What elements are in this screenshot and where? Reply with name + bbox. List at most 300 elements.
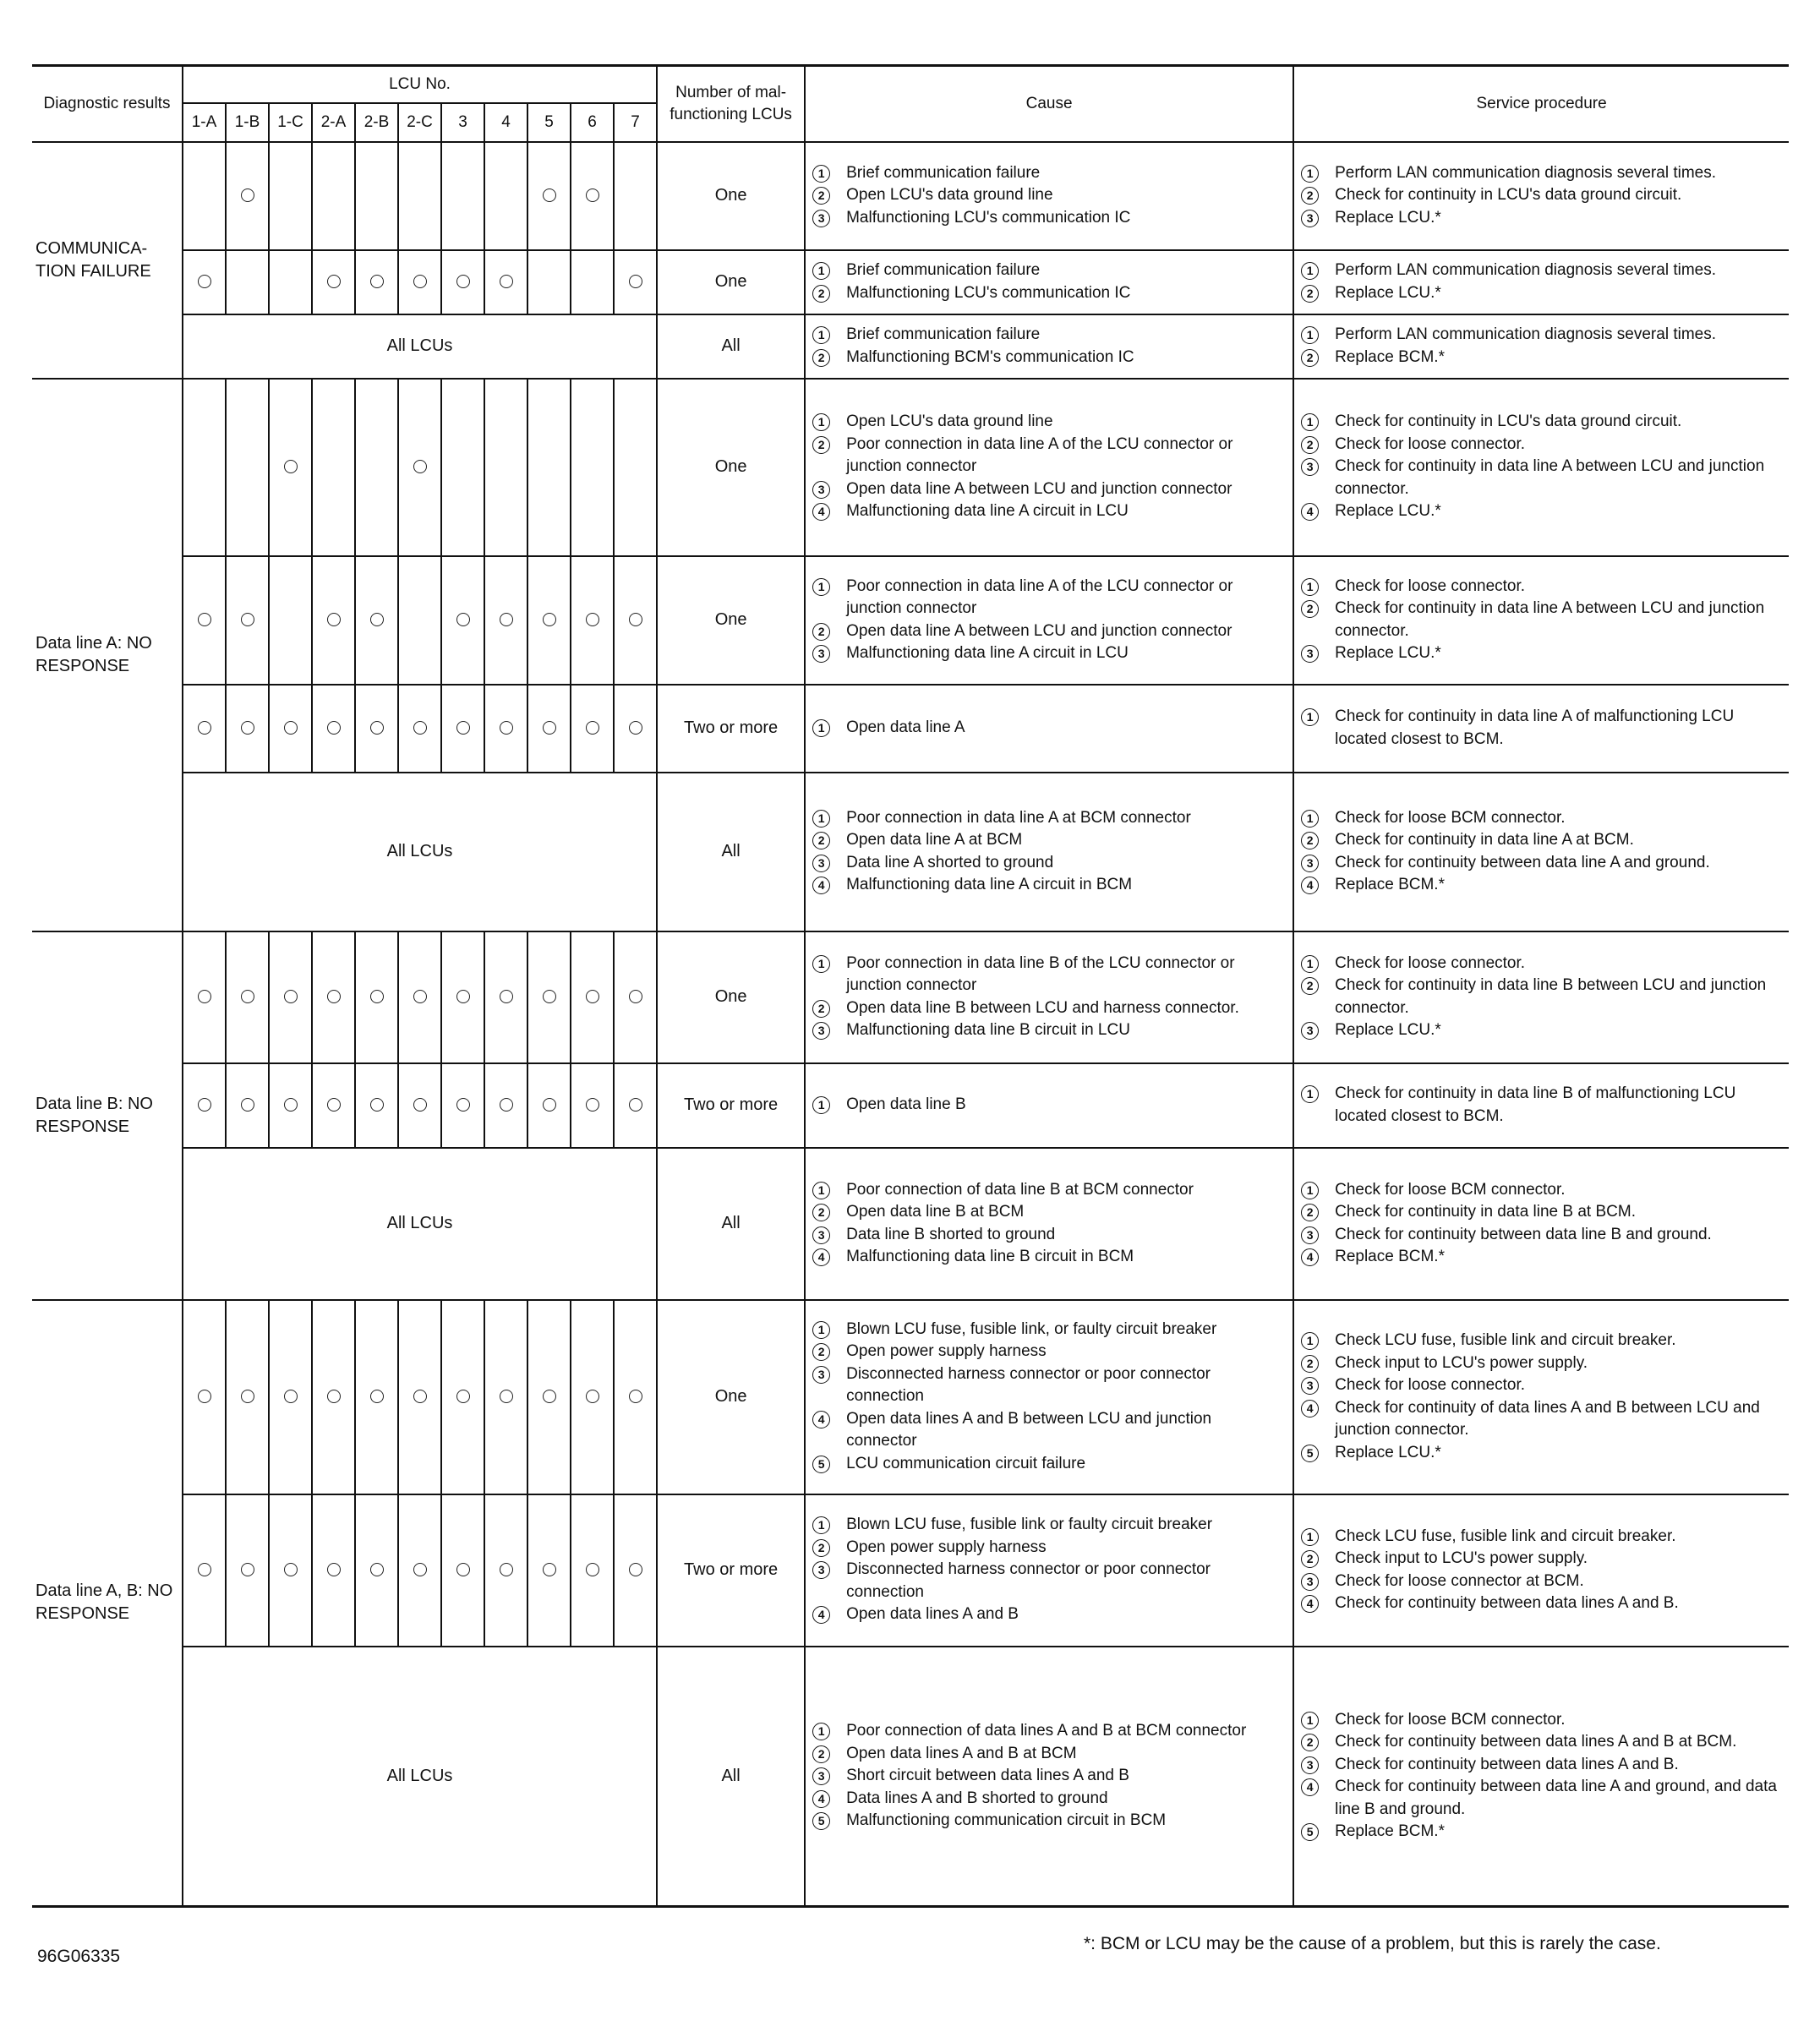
service-list-text: Replace BCM.* [1335, 1822, 1445, 1841]
service-list-item [1301, 852, 1782, 875]
circled-number: 3 [1301, 1226, 1319, 1244]
circle-mark-icon [456, 1563, 470, 1576]
cause-list-item [812, 324, 1286, 347]
lcu-mark-cell [527, 931, 571, 1063]
circled-number: 1 [812, 1723, 830, 1740]
service-list-item [1301, 598, 1782, 642]
cause-cell [805, 931, 1293, 1063]
cause-cell [805, 773, 1293, 931]
cause-cell [805, 1647, 1293, 1907]
circled-number: 1 [812, 1516, 830, 1534]
malfunctioning-count: Two or more [657, 685, 805, 773]
cause-list [812, 1720, 1286, 1833]
lcu-mark-cell [571, 685, 614, 773]
circle-mark-icon [500, 1098, 513, 1112]
service-list [1301, 1330, 1782, 1464]
circle-mark-icon [198, 613, 211, 626]
table-row [32, 142, 1789, 250]
cause-list-text: Malfunctioning communication circuit in BCM [846, 1811, 1167, 1829]
circle-mark-icon [456, 990, 470, 1003]
circle-mark-icon [456, 275, 470, 288]
lcu-mark-cell [355, 1300, 398, 1494]
cause-list-text: Open data line A [846, 718, 965, 737]
service-list-item [1301, 576, 1782, 598]
service-list-item [1301, 1821, 1782, 1844]
diagnosis-table-sheet [32, 64, 1789, 1908]
lcu-mark-cell [614, 685, 657, 773]
lcu-mark-cell [398, 1300, 441, 1494]
cause-list-item [812, 807, 1286, 830]
circled-number: 1 [1301, 262, 1319, 280]
lcu-mark-cell [614, 1063, 657, 1148]
service-list-text: Check for loose connector. [1335, 953, 1526, 972]
circle-mark-icon [370, 1563, 384, 1576]
circled-number: 1 [812, 810, 830, 828]
malfunctioning-count: One [657, 379, 805, 556]
circle-mark-icon [241, 613, 254, 626]
lcu-mark-cell [527, 1494, 571, 1647]
circled-number: 2 [1301, 1550, 1319, 1568]
service-list-text: Check for loose connector. [1335, 434, 1526, 453]
service-list-item [1301, 1754, 1782, 1777]
circled-number: 3 [812, 1767, 830, 1785]
cause-list-text: Malfunctioning data line A circuit in BCM [846, 876, 1133, 893]
malfunctioning-count: One [657, 142, 805, 250]
lcu-mark-cell [484, 1494, 527, 1647]
cause-list-item [812, 829, 1286, 852]
circled-number: 5 [1301, 1823, 1319, 1841]
lcu-mark-cell [398, 1494, 441, 1647]
lcu-mark-cell [441, 142, 484, 250]
circle-mark-icon [586, 990, 599, 1003]
cause-list-text: Blown LCU fuse, fusible link or faulty circuit breaker [846, 1516, 1213, 1534]
circled-number: 4 [1301, 1778, 1319, 1796]
cause-list [812, 1094, 1286, 1117]
circle-mark-icon [413, 1563, 427, 1576]
service-list-item [1301, 975, 1782, 1019]
cause-list-text: Malfunctioning data line B circuit in LCU [846, 1021, 1130, 1039]
service-list-text: Replace LCU.* [1335, 1443, 1441, 1461]
cause-list-text: Malfunctioning data line A circuit in LCU [846, 502, 1129, 521]
cause-list-item [812, 642, 1286, 665]
cause-list-item [812, 576, 1286, 620]
cause-list-text: Open data line B at BCM [846, 1203, 1025, 1221]
lcu-column-header: 1-C [269, 103, 312, 142]
lcu-mark-cell [484, 556, 527, 685]
cause-list-item [812, 1765, 1286, 1788]
service-list-text: Replace LCU.* [1335, 283, 1441, 302]
circle-mark-icon [629, 1098, 642, 1112]
circle-mark-icon [629, 275, 642, 288]
lcu-column-header: 2-B [355, 103, 398, 142]
circled-number: 1 [812, 413, 830, 431]
circled-number: 2 [1301, 187, 1319, 205]
circled-number: 4 [812, 1248, 830, 1266]
circle-mark-icon [543, 990, 556, 1003]
service-cell [1293, 314, 1789, 379]
cause-list-text: Open data lines A and B at BCM [846, 1744, 1077, 1762]
lcu-mark-cell [614, 142, 657, 250]
service-cell [1293, 1063, 1789, 1148]
service-list-item [1301, 807, 1782, 830]
lcu-mark-cell [355, 142, 398, 250]
lcu-mark-cell [441, 1063, 484, 1148]
service-list-text: Check for loose BCM connector. [1335, 1180, 1566, 1199]
lcu-mark-cell [527, 379, 571, 556]
circled-number: 2 [812, 285, 830, 303]
lcu-column-header: 5 [527, 103, 571, 142]
service-list-text: Check input to LCU's power supply. [1335, 1549, 1588, 1567]
circle-mark-icon [284, 1563, 298, 1576]
service-list-item [1301, 259, 1782, 282]
cause-list-item [812, 184, 1286, 207]
lcu-mark-cell [269, 556, 312, 685]
cause-list-text: Poor connection in data line A of the LCU connector or junction connector [846, 576, 1233, 617]
circled-number: 2 [1301, 1355, 1319, 1373]
circle-mark-icon [500, 1390, 513, 1403]
circled-number: 3 [812, 1366, 830, 1384]
table-row [32, 314, 1789, 379]
circled-number: 2 [1301, 832, 1319, 849]
lcu-mark-cell [614, 1494, 657, 1647]
circled-number: 3 [812, 1226, 830, 1244]
cause-list-item [812, 1408, 1286, 1453]
service-list-text: Replace LCU.* [1335, 208, 1441, 227]
table-row [32, 773, 1789, 931]
lcu-mark-cell [269, 1494, 312, 1647]
circled-number: 1 [812, 165, 830, 183]
service-list [1301, 1083, 1782, 1128]
cause-cell [805, 379, 1293, 556]
circled-number: 1 [1301, 326, 1319, 344]
lcu-column-header: 4 [484, 103, 527, 142]
lcu-column-header: 1-B [226, 103, 269, 142]
service-list-text: Check LCU fuse, fusible link and circuit breaker. [1335, 1331, 1676, 1349]
service-list-text: Replace BCM.* [1335, 1248, 1445, 1265]
all-lcus-cell: All LCUs [183, 1148, 657, 1300]
service-list-text: Check for continuity between data lines A and B. [1335, 1755, 1679, 1773]
circle-mark-icon [629, 1563, 642, 1576]
service-list-item [1301, 1592, 1782, 1615]
lcu-mark-cell [183, 556, 226, 685]
all-lcus-cell: All LCUs [183, 1647, 657, 1907]
circled-number: 5 [812, 1812, 830, 1830]
service-list-item [1301, 1083, 1782, 1128]
circle-mark-icon [284, 721, 298, 735]
circled-number: 4 [812, 1606, 830, 1624]
circled-number: 3 [1301, 210, 1319, 227]
cause-list-text: Open data lines A and B [846, 1605, 1019, 1624]
lcu-mark-cell [571, 1494, 614, 1647]
service-list [1301, 259, 1782, 304]
cause-list-item [812, 997, 1286, 1020]
circled-number: 4 [1301, 1595, 1319, 1613]
lcu-mark-cell [226, 931, 269, 1063]
lcu-mark-cell [226, 685, 269, 773]
cause-list-text: Open LCU's data ground line [846, 186, 1053, 205]
service-list-text: Check for continuity in data line A of malfunctioning LCU located closest to BCM. [1335, 707, 1735, 748]
cause-list-item [812, 1246, 1286, 1269]
lcu-mark-cell [226, 142, 269, 250]
circle-mark-icon [241, 188, 254, 202]
circle-mark-icon [543, 721, 556, 735]
circled-number: 3 [1301, 1573, 1319, 1591]
lcu-mark-cell [355, 685, 398, 773]
circle-mark-icon [327, 1098, 341, 1112]
cause-list-item [812, 1201, 1286, 1224]
circled-number: 4 [1301, 503, 1319, 521]
circled-number: 2 [1301, 285, 1319, 303]
circle-mark-icon [327, 721, 341, 735]
circle-mark-icon [284, 1390, 298, 1403]
cause-cell [805, 314, 1293, 379]
malfunctioning-count: All [657, 314, 805, 379]
cause-list-item [812, 1810, 1286, 1833]
cause-list-item [812, 1743, 1286, 1766]
service-list-item [1301, 1548, 1782, 1570]
lcu-mark-cell [441, 1300, 484, 1494]
lcu-mark-cell [398, 685, 441, 773]
service-list-item [1301, 1442, 1782, 1465]
lcu-mark-cell [226, 556, 269, 685]
circle-mark-icon [327, 990, 341, 1003]
cause-list-item [812, 1514, 1286, 1537]
circle-mark-icon [543, 1390, 556, 1403]
lcu-mark-cell [312, 1063, 355, 1148]
service-list-text: Check for continuity between data lines A and B. [1335, 1594, 1679, 1612]
lcu-mark-cell [269, 250, 312, 314]
service-list [1301, 1709, 1782, 1844]
cause-list [812, 1514, 1286, 1626]
lcu-mark-cell [183, 142, 226, 250]
circled-number: 2 [1301, 349, 1319, 367]
lcu-mark-cell [527, 556, 571, 685]
lcu-mark-cell [183, 1494, 226, 1647]
cause-list-item [812, 411, 1286, 434]
circle-mark-icon [586, 188, 599, 202]
service-list-item [1301, 706, 1782, 751]
circled-number: 1 [1301, 1528, 1319, 1546]
lcu-mark-cell [484, 142, 527, 250]
circle-mark-icon [500, 275, 513, 288]
cause-list-text: Open data line B between LCU and harness connector. [846, 998, 1239, 1017]
cause-list [812, 576, 1286, 665]
service-list-text: Perform LAN communication diagnosis several times. [1335, 325, 1716, 343]
lcu-column-header: 2-A [312, 103, 355, 142]
cause-list-item [812, 1788, 1286, 1811]
cause-list-text: Data lines A and B shorted to ground [846, 1789, 1108, 1807]
cause-list-item [812, 207, 1286, 230]
circle-mark-icon [629, 613, 642, 626]
service-list-item [1301, 1330, 1782, 1352]
circled-number: 1 [1301, 1085, 1319, 1103]
cause-list-text: Malfunctioning BCM's communication IC [846, 347, 1134, 366]
service-cell [1293, 1148, 1789, 1300]
circle-mark-icon [500, 990, 513, 1003]
service-list-item [1301, 347, 1782, 369]
lcu-mark-cell [614, 379, 657, 556]
circled-number: 1 [1301, 708, 1319, 726]
cause-list-text: Open LCU's data ground line [846, 412, 1053, 431]
service-cell [1293, 379, 1789, 556]
lcu-mark-cell [226, 1300, 269, 1494]
malfunctioning-count: All [657, 773, 805, 931]
service-list-item [1301, 874, 1782, 897]
circled-number: 2 [812, 1204, 830, 1221]
service-list-text: Check for continuity in data line A between LCU and junction connector. [1335, 457, 1765, 498]
lcu-mark-cell [484, 1063, 527, 1148]
circle-mark-icon [413, 990, 427, 1003]
lcu-mark-cell [312, 685, 355, 773]
service-cell [1293, 931, 1789, 1063]
circled-number: 1 [812, 262, 830, 280]
cause-cell [805, 1494, 1293, 1647]
cause-list-text: Brief communication failure [846, 325, 1041, 343]
lcu-column-header: 2-C [398, 103, 441, 142]
circle-mark-icon [327, 613, 341, 626]
service-list-text: Check LCU fuse, fusible link and circuit breaker. [1335, 1527, 1676, 1545]
lcu-mark-cell [312, 1494, 355, 1647]
lcu-mark-cell [183, 250, 226, 314]
cause-list-item [812, 1603, 1286, 1626]
service-list-text: Check for continuity in LCU's data ground circuit. [1335, 412, 1682, 431]
service-list-item [1301, 500, 1782, 523]
lcu-column-header: 6 [571, 103, 614, 142]
lcu-mark-cell [269, 685, 312, 773]
circled-number: 1 [1301, 810, 1319, 828]
cause-list [812, 324, 1286, 369]
circle-mark-icon [586, 1563, 599, 1576]
lcu-column-header: 3 [441, 103, 484, 142]
lcu-mark-cell [355, 1494, 398, 1647]
service-list-item [1301, 1179, 1782, 1202]
circle-mark-icon [241, 1390, 254, 1403]
lcu-mark-cell [355, 556, 398, 685]
lcu-column-header: 7 [614, 103, 657, 142]
circled-number: 3 [1301, 855, 1319, 872]
header-cause: Cause [805, 66, 1293, 142]
figure-code: 96G06335 [37, 1947, 121, 1966]
circle-mark-icon [370, 1098, 384, 1112]
cause-list-item [812, 1559, 1286, 1603]
service-cell [1293, 142, 1789, 250]
lcu-mark-cell [312, 379, 355, 556]
cause-list [812, 162, 1286, 230]
service-cell [1293, 773, 1789, 931]
lcu-mark-cell [269, 931, 312, 1063]
circle-mark-icon [370, 275, 384, 288]
service-list [1301, 953, 1782, 1042]
circled-number: 2 [1301, 1734, 1319, 1751]
cause-list-item [812, 953, 1286, 997]
service-cell [1293, 250, 1789, 314]
cause-list-text: Open data line A at BCM [846, 831, 1023, 849]
cause-list-item [812, 1720, 1286, 1743]
lcu-mark-cell [183, 379, 226, 556]
circled-number: 5 [1301, 1445, 1319, 1462]
lcu-mark-cell [355, 379, 398, 556]
circle-mark-icon [370, 990, 384, 1003]
cause-list-item [812, 852, 1286, 875]
service-list [1301, 1179, 1782, 1269]
cause-cell [805, 556, 1293, 685]
service-list-text: Replace BCM.* [1335, 347, 1445, 366]
service-list-item [1301, 1201, 1782, 1224]
cause-list-item [812, 1363, 1286, 1408]
circled-number: 4 [1301, 1400, 1319, 1417]
circled-number: 1 [812, 719, 830, 737]
circled-number: 2 [812, 1745, 830, 1763]
cause-list-item [812, 1019, 1286, 1042]
service-list-text: Check for loose connector. [1335, 1376, 1526, 1394]
cause-list-item [812, 347, 1286, 369]
circled-number: 3 [1301, 458, 1319, 476]
header-diagnostic-results: Diagnostic results [32, 66, 183, 142]
service-list-item [1301, 1526, 1782, 1549]
circled-number: 2 [1301, 977, 1319, 995]
circle-mark-icon [543, 1563, 556, 1576]
table-row [32, 1300, 1789, 1494]
malfunctioning-count: All [657, 1148, 805, 1300]
service-list-item [1301, 1570, 1782, 1593]
cause-list-item [812, 717, 1286, 740]
service-list-item [1301, 1731, 1782, 1754]
cause-list-item [812, 1537, 1286, 1560]
lcu-mark-cell [571, 1300, 614, 1494]
circle-mark-icon [456, 721, 470, 735]
circle-mark-icon [413, 275, 427, 288]
cause-list-text: Malfunctioning LCU's communication IC [846, 283, 1131, 302]
circle-mark-icon [543, 1098, 556, 1112]
lcu-mark-cell [484, 685, 527, 773]
service-list-item [1301, 1776, 1782, 1821]
circle-mark-icon [629, 721, 642, 735]
cause-list-item [812, 282, 1286, 305]
all-lcus-cell: All LCUs [183, 314, 657, 379]
circle-mark-icon [241, 1563, 254, 1576]
circle-mark-icon [241, 1098, 254, 1112]
lcu-mark-cell [226, 379, 269, 556]
service-cell [1293, 685, 1789, 773]
service-list-text: Replace LCU.* [1335, 1021, 1441, 1039]
service-list-text: Replace LCU.* [1335, 502, 1441, 521]
circled-number: 4 [812, 1790, 830, 1808]
table-row [32, 1148, 1789, 1300]
circle-mark-icon [284, 990, 298, 1003]
service-list [1301, 411, 1782, 523]
lcu-mark-cell [571, 556, 614, 685]
cause-list-text: Malfunctioning LCU's communication IC [846, 208, 1131, 227]
service-list [1301, 1526, 1782, 1615]
table-row [32, 1494, 1789, 1647]
circled-number: 3 [1301, 1022, 1319, 1040]
lcu-mark-cell [571, 250, 614, 314]
circled-number: 1 [812, 1096, 830, 1114]
circled-number: 3 [1301, 645, 1319, 663]
cause-list-text: Poor connection in data line A at BCM connector [846, 808, 1191, 827]
service-list [1301, 162, 1782, 230]
circle-mark-icon [370, 613, 384, 626]
circled-number: 2 [812, 832, 830, 849]
circle-mark-icon [456, 1390, 470, 1403]
lcu-mark-cell [269, 142, 312, 250]
service-list-item [1301, 642, 1782, 665]
lcu-mark-cell [398, 931, 441, 1063]
cause-list-text: Malfunctioning data line A circuit in LCU [846, 644, 1129, 662]
cause-list-text: Disconnected harness connector or poor connector connection [846, 1364, 1211, 1406]
cause-list-text: Brief communication failure [846, 163, 1041, 182]
lcu-mark-cell [614, 931, 657, 1063]
